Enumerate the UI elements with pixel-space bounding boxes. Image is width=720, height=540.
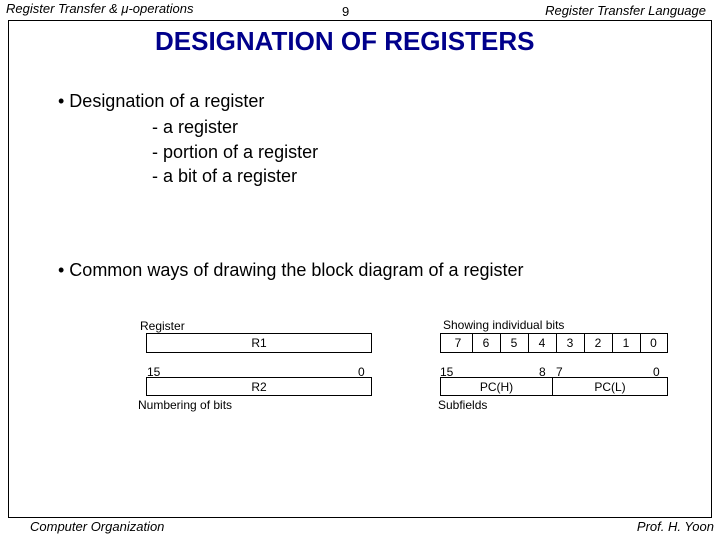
bit-5: 5 xyxy=(510,336,518,350)
r2-msb-number: 15 xyxy=(147,365,161,379)
pc-register-box xyxy=(440,377,668,396)
individual-bits-caption: Showing individual bits xyxy=(443,318,565,332)
bit-6: 6 xyxy=(482,336,490,350)
pc-msb-number: 15 xyxy=(440,365,454,379)
numbering-caption: Numbering of bits xyxy=(138,398,233,412)
bit-0: 0 xyxy=(650,336,657,350)
slide-title: DESIGNATION OF REGISTERS xyxy=(155,26,535,56)
register-r1-box xyxy=(146,333,372,353)
bullet-common-ways: • Common ways of drawing the block diagram of a register xyxy=(58,260,524,280)
sub-bullet-bit: - a bit of a register xyxy=(152,166,298,186)
r1-label: R1 xyxy=(251,336,267,350)
pc-high-field: PC(H) xyxy=(479,379,514,394)
bit-2: 2 xyxy=(594,336,602,350)
sub-bullet-register: - a register xyxy=(152,117,239,137)
page-number: 9 xyxy=(342,4,350,19)
footer-course: Computer Organization xyxy=(30,519,165,534)
pc-low-field: PC(L) xyxy=(594,379,626,394)
r2-lsb-number: 0 xyxy=(358,365,365,379)
pc-lsb-number: 0 xyxy=(653,365,660,379)
r2-label: R2 xyxy=(251,379,267,394)
bit-7: 7 xyxy=(454,336,462,350)
sub-bullet-portion: - portion of a register xyxy=(152,142,319,162)
bit-3: 3 xyxy=(566,336,574,350)
bullet-designation: • Designation of a register xyxy=(58,91,265,111)
register-caption: Register xyxy=(140,319,185,333)
subfields-caption: Subfields xyxy=(438,398,488,412)
bit-1: 1 xyxy=(622,336,630,350)
header-course-section: Register Transfer & μ-operations xyxy=(6,1,194,16)
bit-4: 4 xyxy=(538,336,546,350)
pc-mid-right-number: 7 xyxy=(556,365,563,379)
header-topic: Register Transfer Language xyxy=(545,3,706,18)
pc-mid-left-number: 8 xyxy=(539,365,546,379)
bit-register-box xyxy=(440,333,668,353)
footer-author: Prof. H. Yoon xyxy=(636,519,714,534)
register-r2-box xyxy=(146,377,372,396)
